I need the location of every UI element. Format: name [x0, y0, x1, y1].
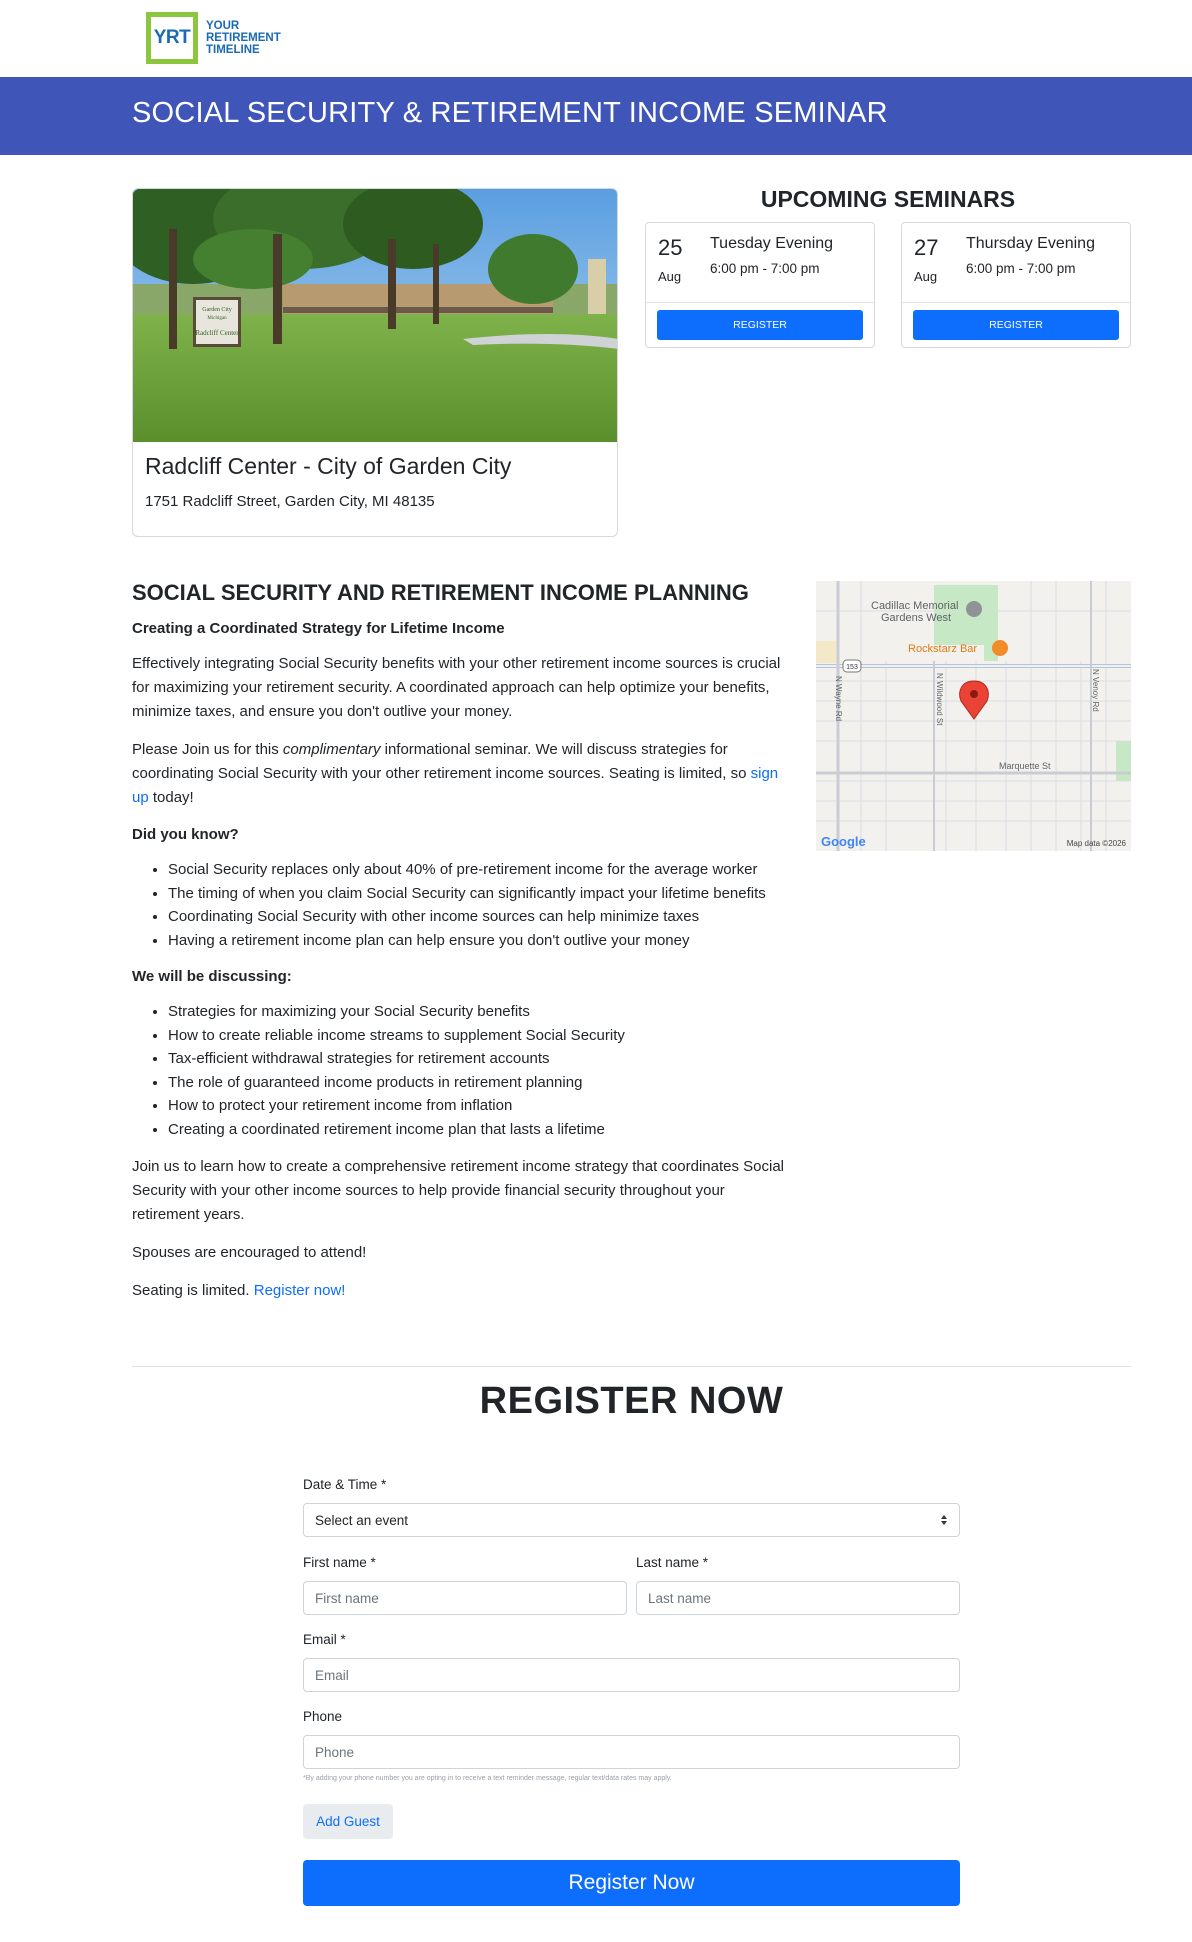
date-time-label: Date & Time *: [303, 1477, 387, 1492]
did-you-know-heading: Did you know?: [132, 826, 239, 843]
location-map[interactable]: [816, 581, 1131, 851]
map-label: Cadillac Memorial: [871, 600, 959, 612]
join-paragraph: [132, 738, 792, 810]
join-text: informational seminar. We will discuss strategies for coordinating Social Security with your other retirement income sources. Seating is limited, so: [132, 741, 751, 782]
list-item: • The role of guaranteed income products in retirement planning: [168, 1071, 792, 1095]
did-you-know-list: [132, 858, 792, 952]
map-label: Marquette St: [999, 761, 1051, 771]
closing-paragraph: Join us to learn how to create a comprehensive retirement income strategy that coordinates Social Security with your other income sources to help provide financial security throughout your retirement years.: [132, 1158, 785, 1223]
bar-icon: [992, 640, 1008, 656]
cemetery-icon: [966, 601, 982, 617]
seminar-day: 27: [914, 235, 939, 260]
email-input[interactable]: [303, 1658, 960, 1692]
list-item: • Creating a coordinated retirement income plan that lasts a lifetime: [168, 1118, 792, 1142]
logo-mark: YRT: [146, 12, 198, 64]
logo-text-line: RETIREMENT: [206, 32, 281, 44]
logo-text-line: YOUR: [206, 20, 240, 32]
seminar-day: 25: [658, 235, 683, 260]
venue-card: [132, 188, 618, 537]
brand-logo[interactable]: [146, 12, 281, 64]
section-subheading: Creating a Coordinated Strategy for Lifetime Income: [132, 620, 505, 637]
map-attribution: Map data ©2026: [1066, 839, 1126, 848]
google-logo: Google: [821, 834, 866, 849]
seminar-time: 6:00 pm - 7:00 pm: [966, 261, 1076, 276]
join-text: Please Join us for this: [132, 741, 283, 758]
seminar-month: Aug: [658, 269, 682, 284]
list-item: • The timing of when you claim Social Security can significantly impact your lifetime benefits: [168, 882, 792, 906]
discussing-list: [132, 1000, 792, 1141]
venue-photo: [133, 189, 618, 442]
first-name-label: First name *: [303, 1555, 376, 1570]
map-label: N Wildwood St: [935, 673, 944, 726]
card-divider: [902, 302, 1130, 303]
logo-bar: [0, 0, 1192, 77]
map-label: N Venoy Rd: [1091, 669, 1100, 712]
register-now-link[interactable]: Register now!: [253, 1282, 346, 1299]
register-button[interactable]: REGISTER: [657, 310, 863, 340]
route-number: 153: [846, 664, 858, 671]
seating-text: Seating is limited.: [132, 1282, 254, 1299]
list-item: • How to create reliable income streams to supplement Social Security: [168, 1024, 792, 1048]
list-item: • Having a retirement income plan can help ensure you don't outlive your money: [168, 929, 792, 953]
seminar-weekday: Tuesday Evening: [710, 235, 834, 252]
seminar-time: 6:00 pm - 7:00 pm: [710, 261, 820, 276]
logo-text: [206, 20, 281, 56]
seminar-card: [901, 222, 1131, 348]
email-label: Email *: [303, 1632, 346, 1647]
upcoming-seminars-title: UPCOMING SEMINARS: [760, 186, 1016, 212]
register-button[interactable]: REGISTER: [913, 310, 1119, 340]
phone-input[interactable]: [303, 1735, 960, 1769]
spouses-note: Spouses are encouraged to attend!: [132, 1244, 367, 1261]
seminar-month: Aug: [914, 269, 938, 284]
section-divider: [132, 1366, 1131, 1367]
discussing-heading: We will be discussing:: [132, 968, 292, 985]
sign-text: Garden City: [202, 307, 232, 313]
add-guest-button[interactable]: Add Guest: [303, 1804, 393, 1839]
map-label: N Wayne Rd: [834, 676, 843, 722]
list-item: • Tax-efficient withdrawal strategies for retirement accounts: [168, 1047, 792, 1071]
seminar-card: [645, 222, 875, 348]
list-item: • Social Security replaces only about 40% of pre-retirement income for the average worker: [168, 858, 792, 882]
event-select-value: Select an event: [315, 1512, 409, 1528]
sms-disclaimer: *By adding your phone number you are opting in to receive a text reminder message, regular text/data rates may apply.: [303, 1775, 672, 1782]
select-arrows-icon: [940, 1514, 948, 1526]
card-divider: [646, 302, 874, 303]
venue-address: 1751 Radcliff Street, Garden City, MI 48135: [145, 493, 435, 510]
section-heading: SOCIAL SECURITY AND RETIREMENT INCOME PLANNING: [132, 580, 749, 605]
intro-paragraph: Effectively integrating Social Security benefits with your other retirement income sources is crucial for maximizing your retirement security. A coordinated approach can help optimize your benefits, minimize taxes, and ensure you don't outlive your money.: [132, 655, 781, 720]
logo-text-line: TIMELINE: [206, 44, 260, 56]
map-label: Gardens West: [881, 612, 952, 624]
title-banner: [0, 77, 1192, 155]
last-name-label: Last name *: [636, 1555, 709, 1570]
map-label: Rockstarz Bar: [908, 643, 978, 655]
last-name-input[interactable]: [636, 1581, 960, 1615]
seminar-description: [132, 578, 792, 1317]
list-item: • Strategies for maximizing your Social Security benefits: [168, 1000, 792, 1024]
seating-note: [132, 1279, 792, 1303]
join-text: today!: [148, 789, 194, 806]
sign-text: Radcliff Center: [195, 329, 239, 337]
venue-name: Radcliff Center - City of Garden City: [145, 453, 512, 479]
event-select[interactable]: [303, 1503, 960, 1537]
list-item: • How to protect your retirement income from inflation: [168, 1094, 792, 1118]
register-now-button[interactable]: Register Now: [303, 1860, 960, 1906]
sign-text: Michigan: [207, 316, 227, 321]
emphasis-text: complimentary: [282, 741, 381, 758]
seminar-weekday: Thursday Evening: [966, 235, 1095, 252]
list-item: • Coordinating Social Security with other income sources can help minimize taxes: [168, 905, 792, 929]
sign-up-link[interactable]: sign up: [132, 765, 779, 806]
register-title: REGISTER NOW: [479, 1380, 784, 1422]
phone-label: Phone: [303, 1709, 343, 1724]
first-name-input[interactable]: [303, 1581, 627, 1615]
page-title: SOCIAL SECURITY & RETIREMENT INCOME SEMINAR: [132, 97, 888, 129]
